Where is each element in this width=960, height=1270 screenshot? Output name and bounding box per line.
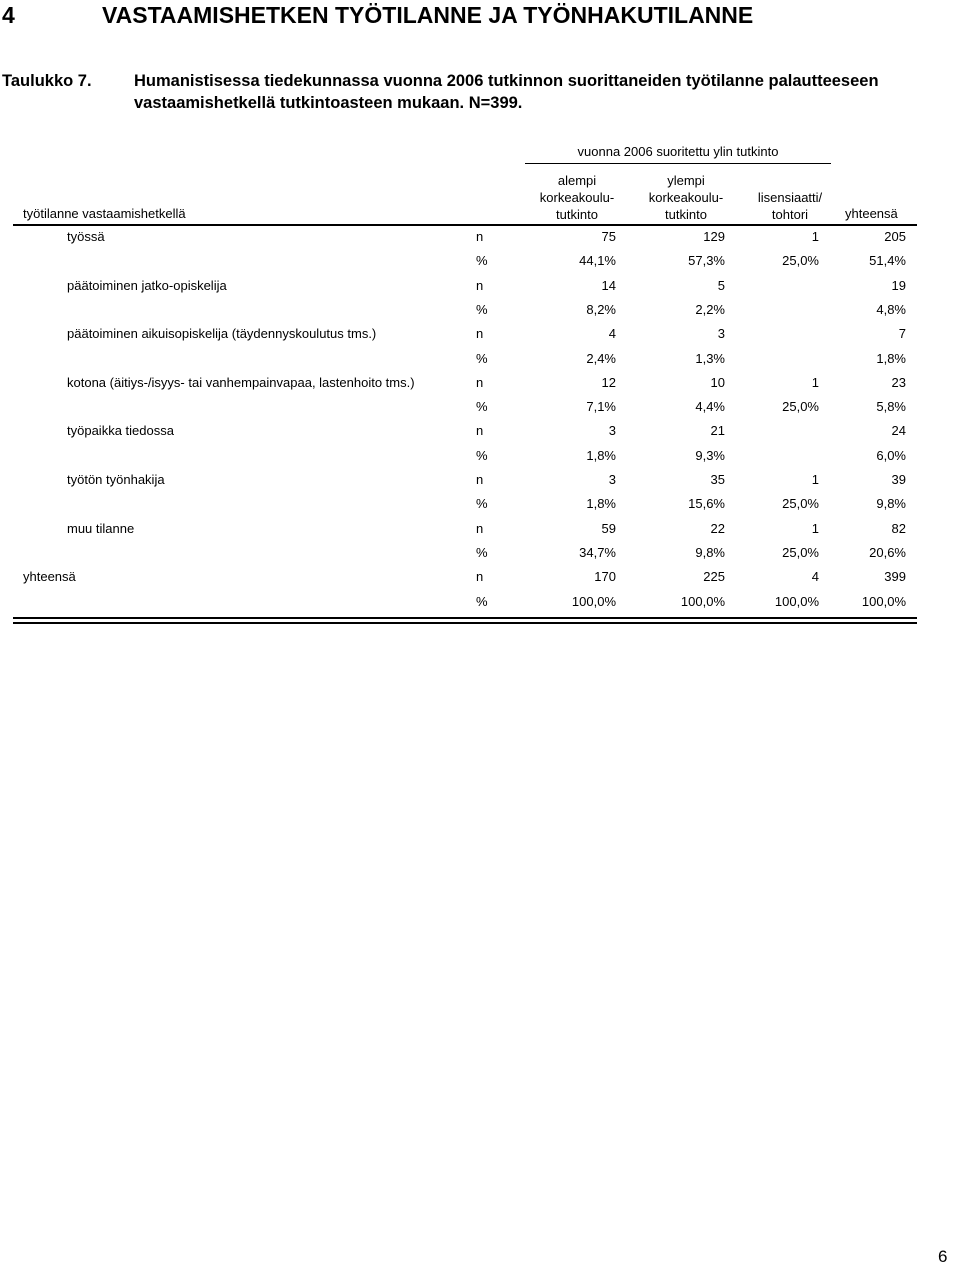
table-cell: 23 — [891, 374, 906, 390]
table-cell: 2,4% — [586, 350, 616, 366]
table-cell: 75 — [601, 229, 616, 244]
unit-label: % — [476, 447, 488, 463]
table-cell: 25,0% — [782, 253, 819, 269]
table-cell: 399 — [884, 569, 906, 585]
table-cell: 34,7% — [579, 544, 616, 560]
table-cell: 3 — [608, 423, 616, 439]
table-bottom-rule-double — [13, 622, 917, 624]
table-cell: 7,1% — [586, 399, 616, 415]
col-header-line: ylempi — [667, 173, 705, 188]
table-cell: 21 — [710, 423, 725, 439]
table-row — [0, 253, 960, 277]
table-row — [0, 545, 960, 569]
col-header-line: korkeakoulu- — [539, 190, 615, 205]
table-cell: 3 — [717, 326, 725, 342]
table-cell: 3 — [608, 472, 616, 487]
table-row — [0, 229, 960, 253]
table-cell: 1 — [811, 229, 819, 244]
table-cell: 1,8% — [586, 496, 616, 512]
header-rule — [13, 224, 917, 226]
table-cell: 24 — [891, 423, 906, 439]
col-header-line: lisensiaatti/ — [757, 190, 823, 205]
group-header-rule — [525, 163, 831, 164]
unit-label: % — [476, 301, 488, 317]
table-cell: 100,0% — [571, 593, 616, 609]
table-cell: 82 — [891, 520, 906, 536]
table-row — [0, 496, 960, 520]
table-row — [0, 448, 960, 472]
table-cell: 10 — [710, 374, 725, 390]
unit-label: n — [476, 374, 484, 390]
table-cell: 9,8% — [876, 496, 906, 512]
table-cell: 14 — [601, 277, 616, 293]
chapter-title: VASTAAMISHETKEN TYÖTILANNE JA TYÖNHAKUTILANNE — [102, 2, 754, 28]
table-cell: 39 — [891, 472, 906, 487]
table-cell: 5,8% — [876, 399, 906, 415]
row-label: muu tilanne — [67, 520, 135, 536]
col-header-line: korkeakoulu- — [648, 190, 724, 205]
table-cell: 35 — [710, 472, 725, 487]
unit-label: n — [476, 520, 484, 536]
table-row — [0, 351, 960, 375]
col-header-alempi — [527, 172, 627, 223]
unit-label: % — [476, 350, 488, 366]
table-cell: 59 — [601, 520, 616, 536]
row-label: työpaikka tiedossa — [67, 423, 174, 439]
table-cell: 19 — [891, 277, 906, 293]
table-cell: 1 — [811, 374, 819, 390]
unit-label: n — [476, 326, 484, 342]
unit-label: n — [476, 472, 484, 487]
table-cell: 6,0% — [876, 447, 906, 463]
table-cell: 4 — [811, 569, 819, 585]
table-cell: 170 — [594, 569, 616, 585]
table-cell: 100,0% — [861, 593, 906, 609]
table-cell: 25,0% — [782, 496, 819, 512]
row-label: työtön työnhakija — [67, 472, 165, 487]
row-label: yhteensä — [23, 569, 76, 585]
table-row — [0, 423, 960, 447]
caption-label: Taulukko 7. — [2, 72, 92, 90]
table-bottom-rule — [13, 617, 917, 619]
col-header-line: alempi — [557, 173, 597, 188]
table-cell: 25,0% — [782, 544, 819, 560]
unit-label: n — [476, 423, 484, 439]
col-header-line: tohtori — [771, 207, 809, 222]
unit-label: % — [476, 544, 488, 560]
table-cell: 1 — [811, 520, 819, 536]
column-group-header: vuonna 2006 suoritettu ylin tutkinto — [577, 144, 779, 159]
col-header-lisensiaatti — [735, 189, 845, 223]
table-row — [0, 569, 960, 593]
table-row — [0, 302, 960, 326]
table-cell: 4,4% — [695, 399, 725, 415]
table-cell: 20,6% — [869, 544, 906, 560]
table-row — [0, 521, 960, 545]
table-cell: 5 — [717, 277, 725, 293]
row-label: kotona (äitiys-/isyys- tai vanhempainvapaa, lastenhoito tms.) — [67, 374, 415, 390]
row-header: työtilanne vastaamishetkellä — [23, 206, 186, 221]
unit-label: n — [476, 229, 484, 244]
col-header-line: tutkinto — [665, 207, 707, 222]
table-cell: 100,0% — [680, 593, 725, 609]
unit-label: % — [476, 593, 488, 609]
col-header-total: yhteensä — [845, 206, 898, 221]
row-label: päätoiminen jatko-opiskelija — [67, 277, 227, 293]
table-cell: 9,8% — [695, 544, 725, 560]
table-row — [0, 375, 960, 399]
table-cell: 100,0% — [774, 593, 819, 609]
table-cell: 225 — [703, 569, 725, 585]
table-cell: 12 — [601, 374, 616, 390]
page-number: 6 — [938, 1247, 948, 1266]
table-cell: 129 — [703, 229, 725, 244]
row-label: työssä — [67, 229, 105, 244]
table-cell: 1,8% — [586, 447, 616, 463]
unit-label: % — [476, 253, 488, 269]
unit-label: % — [476, 496, 488, 512]
unit-label: n — [476, 569, 484, 585]
table-row — [0, 399, 960, 423]
table-cell: 1 — [811, 472, 819, 487]
table-row — [0, 326, 960, 350]
table-cell: 4 — [608, 326, 616, 342]
table-row — [0, 594, 960, 618]
col-header-ylempi — [631, 172, 741, 223]
table-cell: 1,3% — [695, 350, 725, 366]
caption-text: Humanistisessa tiedekunnassa vuonna 2006 tutkinnon suorittaneiden työtilanne palautteeseen vastaamishetkellä tutkintoasteen mukaan. N=399. — [134, 72, 879, 112]
table-cell: 44,1% — [579, 253, 616, 269]
table-cell: 9,3% — [695, 447, 725, 463]
unit-label: % — [476, 399, 488, 415]
col-header-line: tutkinto — [556, 207, 598, 222]
table-cell: 7 — [898, 326, 906, 342]
table-row — [0, 278, 960, 302]
row-label: päätoiminen aikuisopiskelija (täydennyskoulutus tms.) — [67, 326, 377, 342]
table-cell: 2,2% — [695, 301, 725, 317]
table-cell: 4,8% — [876, 301, 906, 317]
table-cell: 8,2% — [586, 301, 616, 317]
table-cell: 51,4% — [869, 253, 906, 269]
chapter-heading — [2, 2, 753, 29]
table-cell: 25,0% — [782, 399, 819, 415]
table-cell: 57,3% — [688, 253, 725, 269]
unit-label: n — [476, 277, 484, 293]
table-cell: 205 — [884, 229, 906, 244]
table-cell: 15,6% — [688, 496, 725, 512]
table-cell: 1,8% — [876, 350, 906, 366]
chapter-number: 4 — [2, 2, 15, 28]
table-cell: 22 — [710, 520, 725, 536]
table-row — [0, 472, 960, 496]
